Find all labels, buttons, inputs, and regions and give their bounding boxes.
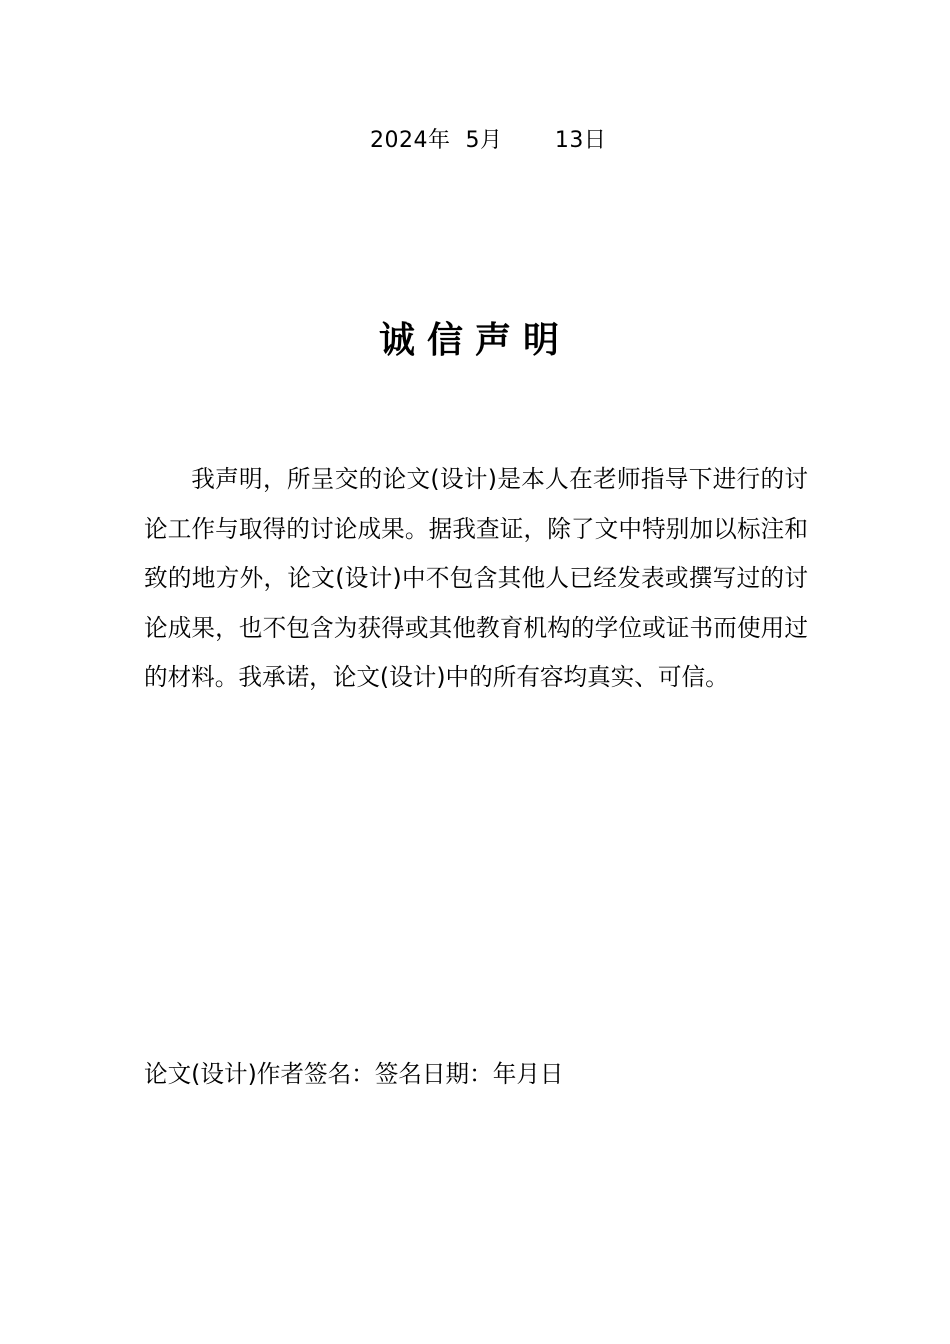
page-title: 诚信声明: [378, 320, 571, 361]
date-line: 2024年 5月 13日: [370, 128, 607, 153]
declaration-paragraph: 我声明，所呈交的论文(设计)是本人在老师指导下进行的讨论工作与取得的讨论成果。据我查证，除了文中特别加以标注和致的地方外，论文(设计)中不包含其他人已经发表或撰写过的讨论成果，也不包含为获得或其他教育机构的学位或证书而使用过的材料。我承诺，论文(设计)中的所有容均真实、可信。: [144, 465, 808, 691]
signature-line: 论文(设计)作者签名：签名日期：年月日: [144, 1060, 564, 1088]
